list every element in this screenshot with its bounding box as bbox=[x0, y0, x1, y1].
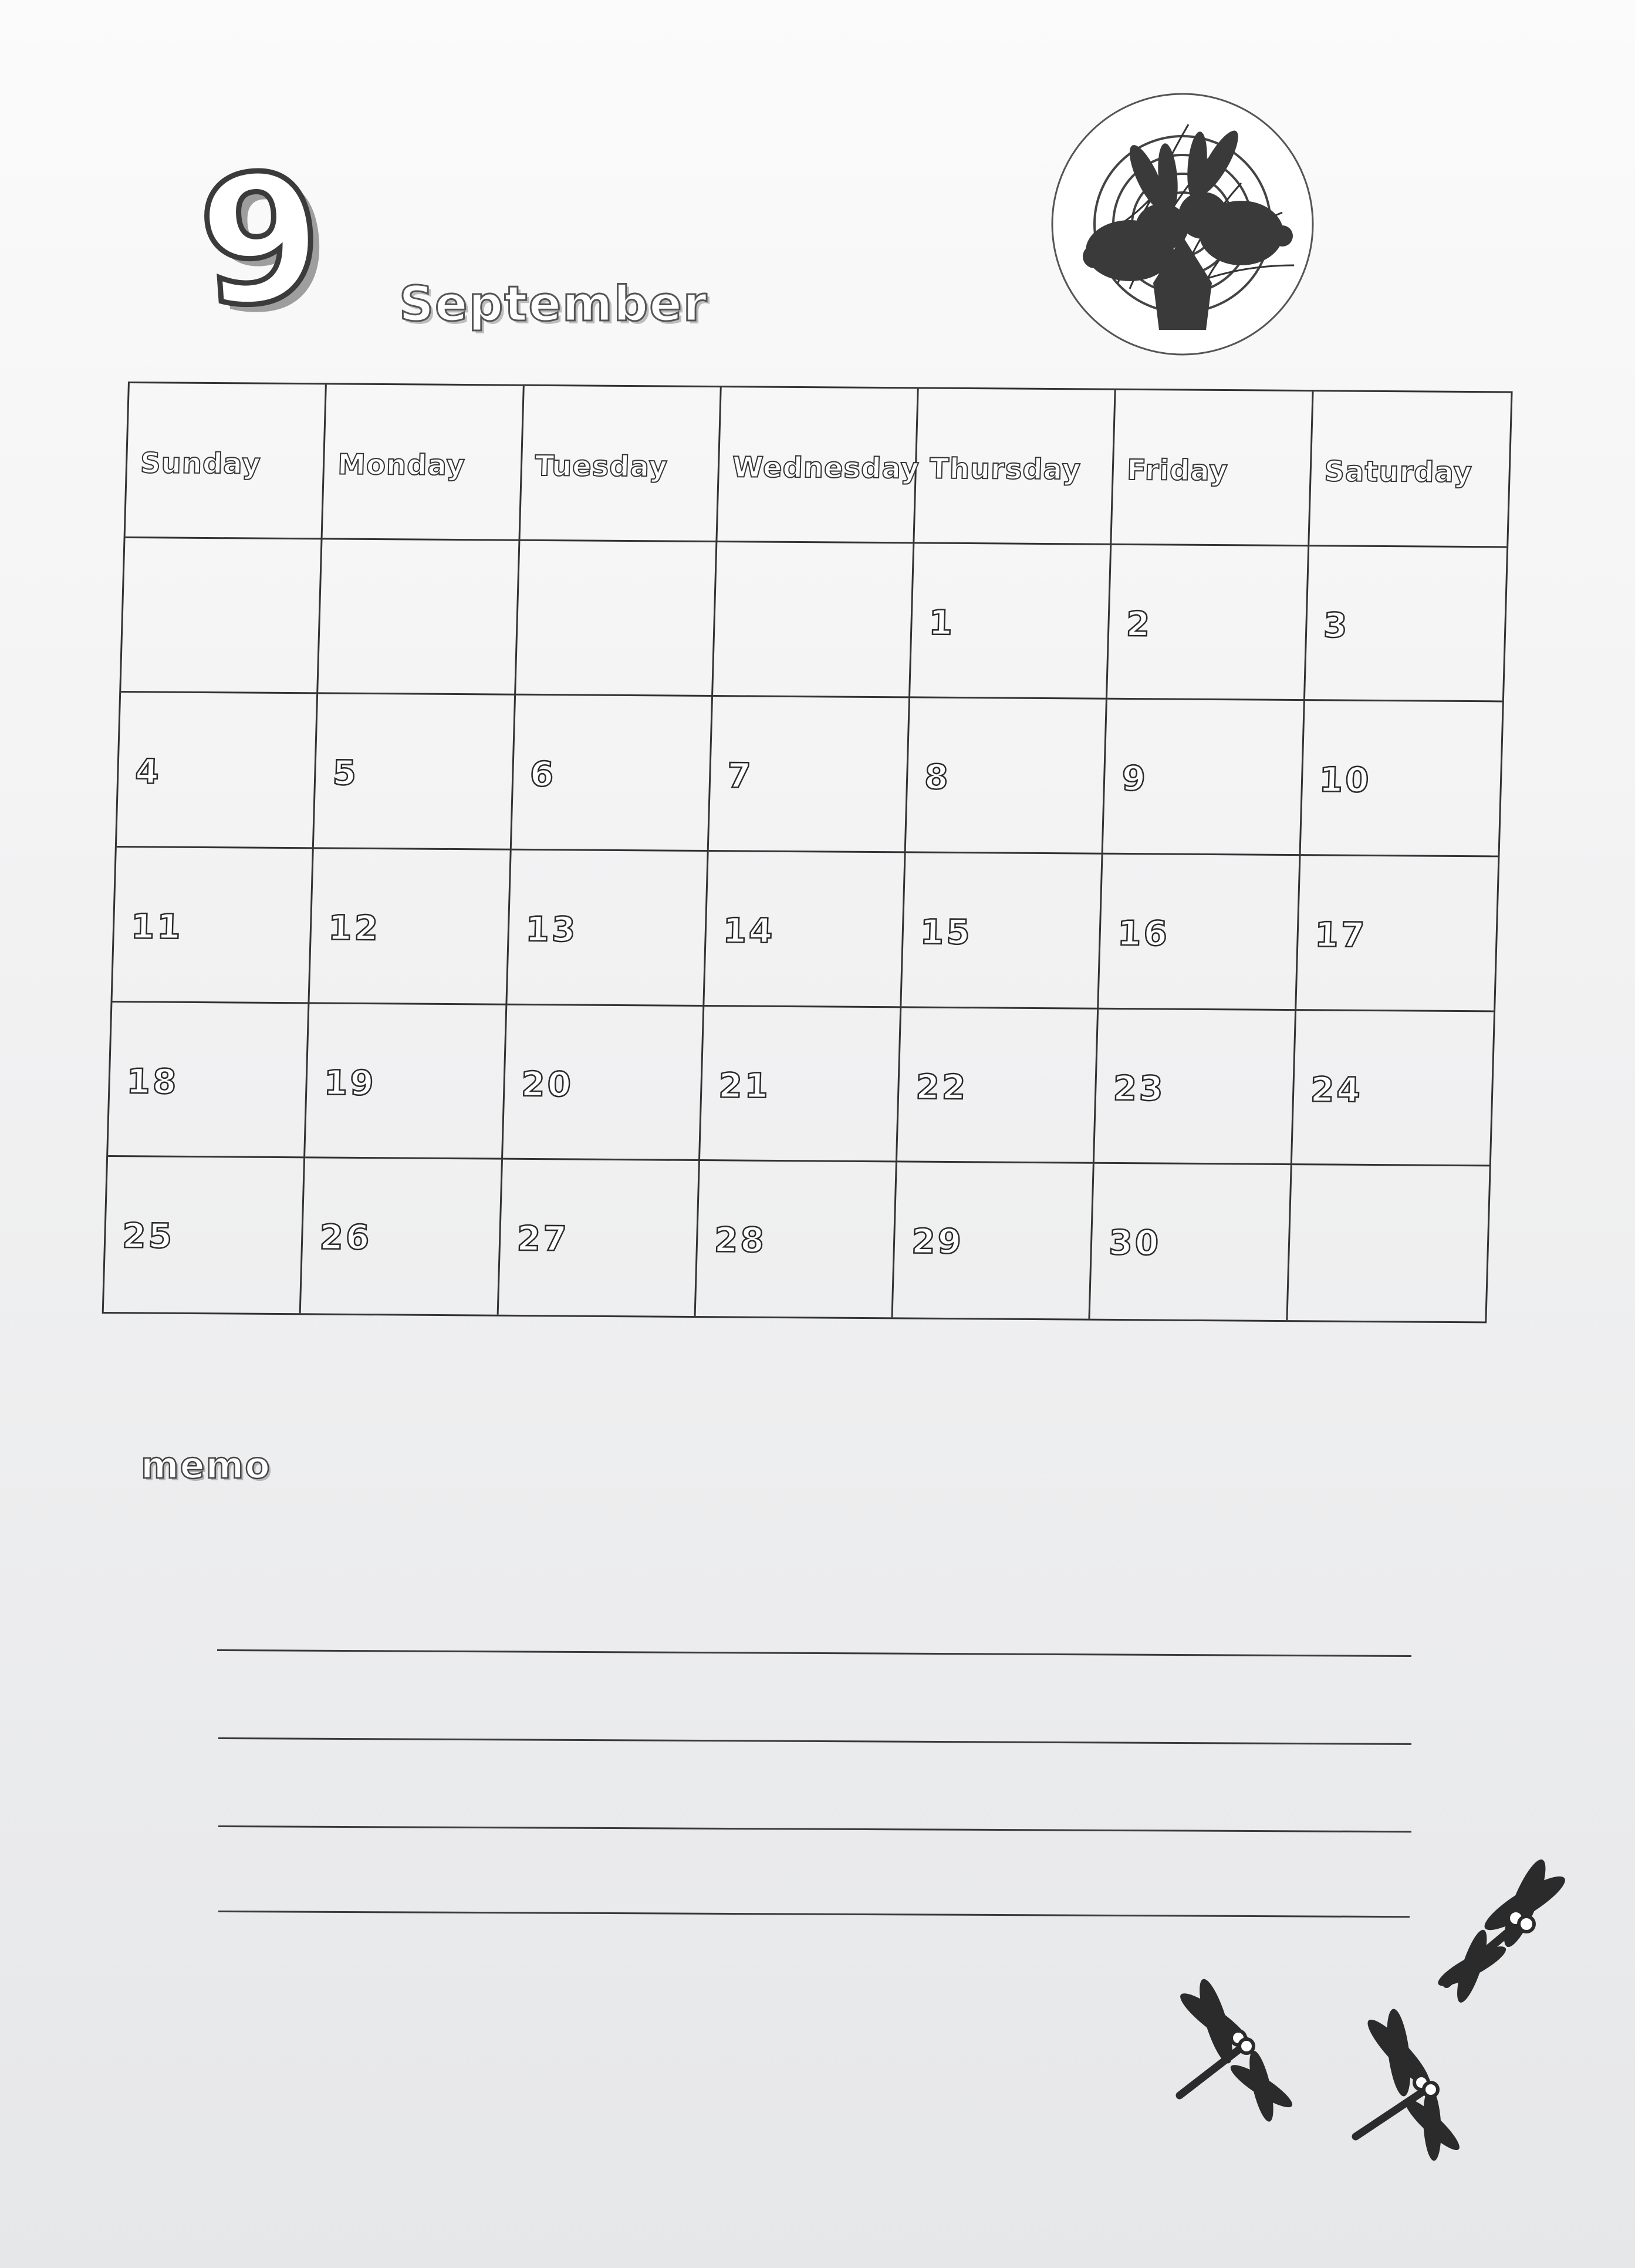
dragonfly-icon bbox=[1168, 1972, 1315, 2142]
date-number: 24 bbox=[1310, 1069, 1363, 1110]
date-number: 8 bbox=[924, 757, 951, 798]
date-number: 19 bbox=[323, 1062, 377, 1103]
day-cell bbox=[305, 1004, 507, 1160]
day-cell bbox=[301, 1159, 503, 1315]
day-cell bbox=[901, 853, 1103, 1009]
date-number: 13 bbox=[525, 909, 579, 950]
day-cell bbox=[1090, 1164, 1292, 1320]
day-cell bbox=[906, 698, 1108, 855]
date-number: 6 bbox=[529, 754, 557, 795]
day-cell bbox=[704, 852, 906, 1008]
date-number: 18 bbox=[126, 1061, 180, 1102]
date-number: 2 bbox=[1125, 603, 1153, 644]
day-cell bbox=[516, 541, 718, 697]
weekday-label: Sunday bbox=[140, 447, 262, 481]
day-cell bbox=[503, 1005, 705, 1161]
day-cell bbox=[1107, 545, 1309, 701]
weekday-header-cell bbox=[1112, 390, 1314, 546]
day-cell bbox=[310, 849, 512, 1005]
date-number: 3 bbox=[1323, 605, 1350, 646]
date-number: 28 bbox=[714, 1220, 767, 1261]
memo-line bbox=[217, 1649, 1411, 1657]
weekday-header-cell bbox=[520, 386, 722, 542]
day-cell bbox=[713, 542, 915, 698]
day-cell bbox=[700, 1007, 902, 1163]
day-cell bbox=[1099, 855, 1301, 1011]
dragonfly-icon bbox=[1417, 1849, 1576, 2025]
weekday-label: Thursday bbox=[929, 452, 1082, 487]
day-cell bbox=[1292, 1011, 1494, 1167]
weekday-label: Friday bbox=[1126, 453, 1229, 488]
day-cell bbox=[318, 539, 520, 696]
date-number: 22 bbox=[915, 1066, 969, 1107]
day-cell bbox=[1296, 856, 1498, 1012]
day-cell bbox=[104, 1157, 306, 1313]
memo-label: memo bbox=[141, 1444, 271, 1487]
weekday-label: Monday bbox=[337, 448, 466, 482]
date-number: 25 bbox=[121, 1216, 175, 1257]
date-number: 30 bbox=[1108, 1223, 1162, 1263]
date-number: 5 bbox=[332, 752, 359, 794]
day-cell bbox=[1288, 1165, 1489, 1321]
weekday-header-cell bbox=[717, 387, 919, 544]
day-cell bbox=[498, 1160, 700, 1316]
day-cell bbox=[897, 1008, 1099, 1164]
day-cell bbox=[117, 693, 319, 849]
day-cell bbox=[511, 696, 713, 852]
date-number: 15 bbox=[920, 912, 973, 953]
date-number: 20 bbox=[521, 1064, 574, 1105]
date-number: 29 bbox=[911, 1221, 964, 1262]
day-cell bbox=[112, 848, 314, 1004]
day-cell bbox=[1094, 1009, 1296, 1165]
day-cell bbox=[507, 851, 709, 1007]
day-cell bbox=[708, 697, 910, 853]
day-cell bbox=[1300, 701, 1502, 857]
memo-line bbox=[218, 1737, 1411, 1745]
day-cell bbox=[314, 694, 516, 851]
day-cell bbox=[910, 544, 1112, 700]
date-number: 10 bbox=[1318, 760, 1372, 801]
calendar-grid bbox=[102, 382, 1513, 1323]
memo-line bbox=[218, 1911, 1410, 1918]
date-number: 16 bbox=[1117, 913, 1170, 954]
day-cell bbox=[695, 1161, 897, 1317]
day-cell bbox=[1103, 700, 1305, 856]
date-number: 11 bbox=[130, 906, 184, 947]
date-number: 23 bbox=[1112, 1068, 1166, 1109]
date-number: 21 bbox=[718, 1065, 772, 1106]
memo-line bbox=[218, 1825, 1411, 1832]
date-number: 4 bbox=[134, 751, 162, 792]
month-number: 9 bbox=[192, 134, 329, 347]
date-number: 12 bbox=[327, 907, 381, 949]
month-name: September bbox=[399, 276, 708, 332]
date-number: 27 bbox=[516, 1219, 570, 1259]
date-number: 17 bbox=[1314, 914, 1368, 955]
day-cell bbox=[121, 538, 323, 694]
day-cell bbox=[893, 1163, 1095, 1319]
weekday-header-cell bbox=[126, 383, 327, 539]
day-cell bbox=[1305, 546, 1507, 703]
date-number: 9 bbox=[1121, 758, 1148, 799]
weekday-label: Saturday bbox=[1323, 455, 1473, 490]
date-number: 7 bbox=[727, 755, 754, 796]
weekday-label: Wednesday bbox=[732, 451, 920, 485]
weekday-header-cell bbox=[1309, 392, 1511, 548]
weekday-header-cell bbox=[914, 389, 1116, 545]
date-number: 14 bbox=[722, 910, 776, 951]
weekday-header-cell bbox=[323, 384, 525, 541]
dragonfly-icon bbox=[1344, 2007, 1491, 2178]
date-number: 1 bbox=[928, 602, 956, 643]
date-number: 26 bbox=[319, 1217, 373, 1258]
moon-rabbits-susuki-icon bbox=[1048, 89, 1318, 359]
day-cell bbox=[108, 1003, 310, 1159]
weekday-label: Tuesday bbox=[534, 449, 668, 484]
